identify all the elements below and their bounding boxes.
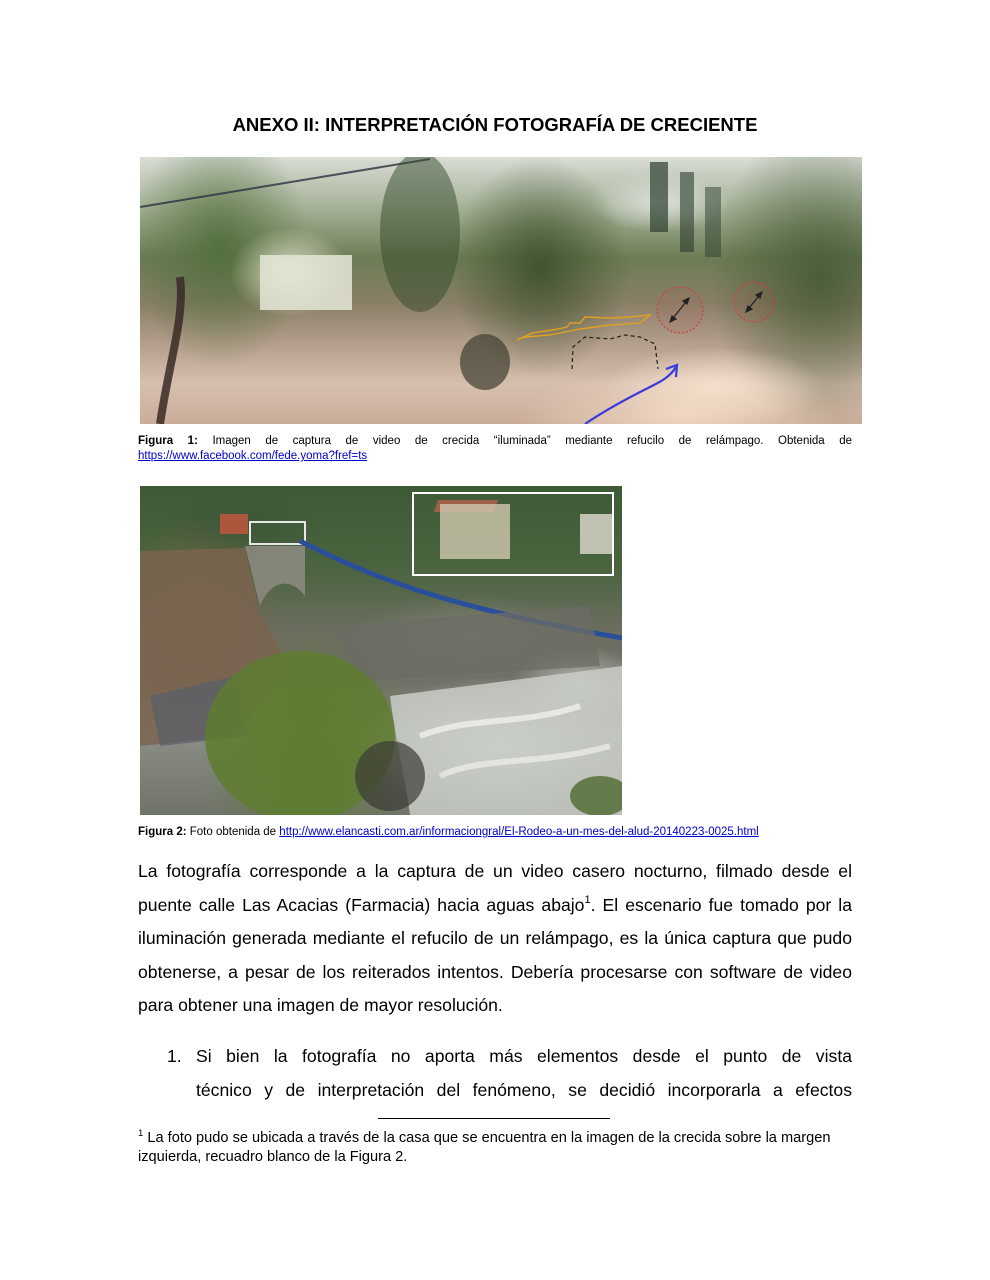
- footnote-reference[interactable]: 1: [584, 893, 591, 906]
- blue-arrow: [585, 367, 676, 424]
- paragraph-text-part1: La fotografía corresponde a la captura de un video casero nocturno, filmado desde el puente calle Las Acacias (Farmacia) hacia aguas abajo: [138, 861, 852, 915]
- figure-1-caption-text: Imagen de captura de video de crecida “iluminada” mediante refucilo de relámpago. Obtenida de: [212, 435, 852, 447]
- footnote-separator: [378, 1118, 610, 1119]
- footnote-number: 1: [138, 1128, 144, 1139]
- dashed-outline: [572, 335, 658, 369]
- figure-2-label: Figura 2:: [138, 826, 187, 838]
- figure-2-caption-text: Foto obtenida de: [189, 826, 277, 838]
- figure-2-caption: [138, 825, 852, 840]
- list-item-number: 1.: [167, 1046, 182, 1066]
- footnote: [138, 1129, 852, 1167]
- footnote-text: La foto pudo se ubicada a través de la casa que se encuentra en la imagen de la crecida sobre la margen izquierda, recuadro blanco de la Figura 2.: [138, 1130, 831, 1165]
- figure-1-source-link[interactable]: https://www.facebook.com/fede.yoma?fref=ts: [138, 450, 368, 462]
- figure-1-flood-capture: [140, 157, 862, 424]
- figure-2-source-link[interactable]: http://www.elancasti.com.ar/informaciongral/El-Rodeo-a-un-mes-del-alud-20140223-0025.html: [279, 826, 759, 838]
- list-item-line: técnico y de interpretación del fenómeno, se decidió incorporarla a efectos: [196, 1079, 852, 1100]
- body-paragraph: [138, 855, 852, 1023]
- figure-1-caption: [138, 434, 852, 464]
- figure-1-annotations: [140, 157, 862, 424]
- orange-outline: [517, 315, 650, 340]
- figure-2-bridge-photo: [140, 486, 622, 815]
- paragraph-text-part2: . El escenario fue tomado por la iluminación generada mediante el refucilo de un relámpago, es la única captura que pudo obtenerse, a pesar de los reiterados intentos. Debería procesarse con software de video para obtener una imagen de mayor resolución.: [138, 894, 852, 1016]
- page-title: ANEXO II: INTERPRETACIÓN FOTOGRAFÍA DE CRECIENTE: [232, 114, 758, 135]
- white-highlight-box: [412, 492, 614, 576]
- figure-1-label: Figura 1:: [138, 435, 198, 447]
- list-item-text: [196, 1040, 852, 1107]
- list-item-line: Si bien la fotografía no aporta más elementos desde el punto de vista: [196, 1046, 852, 1066]
